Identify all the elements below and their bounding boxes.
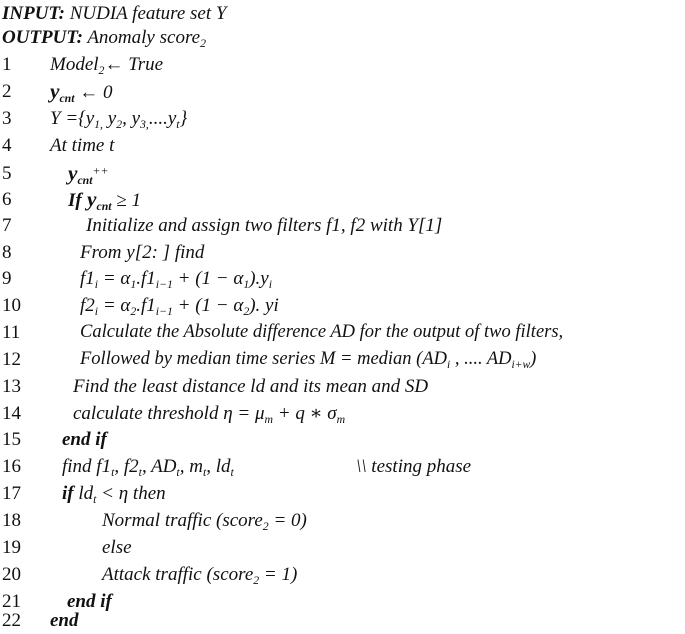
line-text: $y_{cnt}$ ← 0 (50, 79, 113, 106)
line-number: 1 (2, 54, 12, 75)
line-text: Find the least distance ld and its mean and SD (73, 376, 429, 397)
line-number: 13 (2, 376, 21, 397)
input-line (2, 0, 226, 27)
line-number: 18 (2, 510, 21, 531)
line-number: 15 (2, 429, 21, 450)
output-line (2, 24, 206, 51)
line-text: Followed by median time series M = median ($AD_i$ , .... $AD_{i+w}$) (80, 349, 537, 371)
line-text: end if (62, 429, 107, 450)
input-label: INPUT: (2, 3, 65, 24)
line-text: end (50, 610, 79, 631)
line-text: $f2_i = \alpha_2.f1_{i-1} + (1 - \alpha_2)$. yi (80, 295, 279, 319)
line-text: At time t (50, 135, 115, 156)
line-text: $Y =\{y_{1,}$ $y_2$, $y_{3,}....y_t$} (50, 108, 188, 132)
line-number: 12 (2, 349, 21, 370)
line-text: $y_{cnt}^{++}$ (68, 161, 109, 188)
line-number: 6 (2, 189, 12, 210)
line-text: if $ld_t < \eta$ then (62, 483, 166, 507)
input-text: NUDIA feature set Y (69, 3, 227, 24)
line-number: 19 (2, 537, 21, 558)
line-number: 3 (2, 108, 12, 129)
line-text: Attack traffic (score$_2$ = 1) (102, 564, 298, 588)
line-text: Model$_2$← True (50, 54, 164, 78)
line-text: calculate threshold $\eta = \mu_m + q$ ∗ $\sigma_m$ (73, 403, 346, 427)
output-text: Anomaly score$_2$ (87, 27, 206, 51)
line-number: 8 (2, 242, 12, 263)
line-number: 21 (2, 591, 21, 612)
line-text: find $f1_t$, $f2_t$, $AD_t$, $m_t$, $ld_t$ (62, 456, 234, 480)
line-number: 20 (2, 564, 21, 585)
line-number: 14 (2, 403, 21, 424)
line-text: else (102, 537, 132, 558)
line-number: 16 (2, 456, 21, 477)
line-text: If $y_{cnt} \ge 1$ (68, 187, 141, 214)
testing-phase-comment: \\ testing phase (356, 456, 472, 477)
line-text: Initialize and assign two filters f1, f2 with Y[1] (86, 215, 443, 236)
line-number: 9 (2, 268, 12, 289)
line-number: 4 (2, 135, 12, 156)
line-text: end if (67, 591, 112, 612)
line-number: 22 (2, 610, 21, 631)
line-number: 5 (2, 163, 12, 184)
line-text: Normal traffic (score$_2$ = 0) (102, 510, 307, 534)
line-text: From y[2: ] find (80, 242, 205, 263)
line-number: 10 (2, 295, 21, 316)
line-number: 2 (2, 81, 12, 102)
line-text: Calculate the Absolute difference AD for the output of two filters, (80, 322, 564, 342)
line-number: 17 (2, 483, 21, 504)
line-number: 7 (2, 215, 12, 236)
line-text: $f1_i = \alpha_1.f1_{i-1} + (1 - \alpha_1).y_i$ (80, 268, 273, 292)
line-number: 11 (2, 322, 21, 343)
output-label: OUTPUT: (2, 27, 83, 48)
